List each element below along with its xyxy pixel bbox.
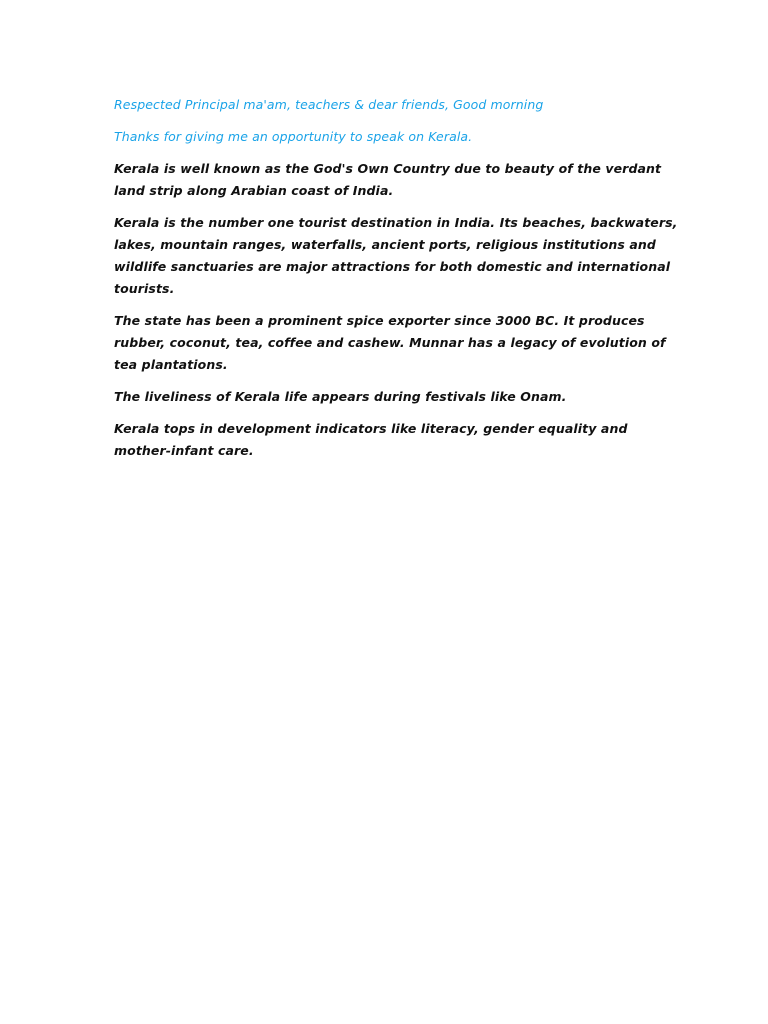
paragraph-gods-own-country: Kerala is well known as the God's Own Country due to beauty of the verdant land strip along Arabian coast of India.	[114, 161, 662, 198]
paragraph-spices: The state has been a prominent spice exporter since 3000 BC. It produces rubber, coconut, tea, coffee and cashew. Munnar has a legacy of evolution of tea plantations.	[114, 313, 666, 372]
paragraph-tourism: Kerala is the number one tourist destination in India. Its beaches, backwaters, lakes, mountain ranges, waterfalls, ancient ports, religious institutions and wildlife sanctuaries are major attractions for both domestic and international tourists.	[114, 215, 678, 296]
speech-content	[114, 94, 679, 472]
thanks-line: Thanks for giving me an opportunity to speak on Kerala.	[114, 129, 473, 144]
paragraph-festivals: The liveliness of Kerala life appears during festivals like Onam.	[114, 389, 567, 404]
greeting-line: Respected Principal ma'am, teachers & dear friends, Good morning	[114, 97, 544, 112]
paragraph-development: Kerala tops in development indicators like literacy, gender equality and mother-infant care.	[114, 421, 628, 458]
